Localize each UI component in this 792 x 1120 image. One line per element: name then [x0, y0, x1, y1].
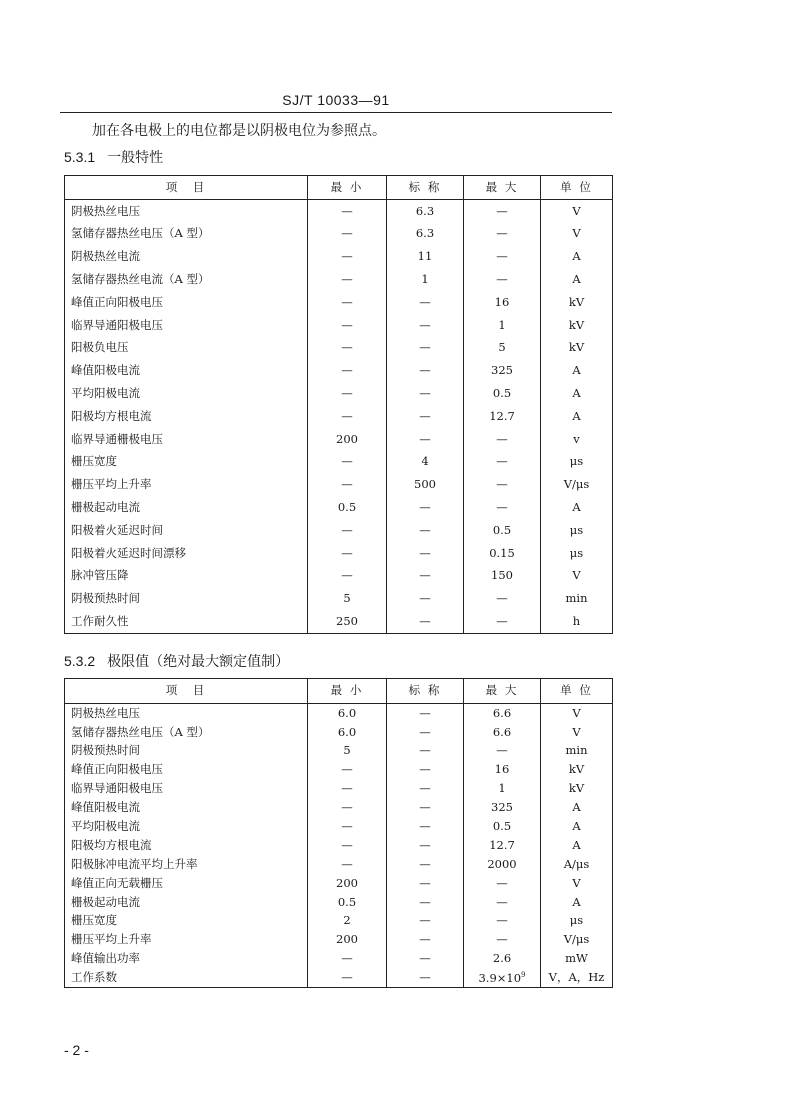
cell-max: 5 — [464, 337, 541, 360]
cell-max: 325 — [464, 798, 541, 817]
section-number: 5.3.2 — [64, 653, 96, 669]
cell-min: — — [308, 950, 387, 969]
cell-item: 阳极均方根电流 — [71, 837, 152, 852]
table-row — [65, 451, 613, 474]
cell-max: 0.5 — [464, 519, 541, 542]
general-characteristics-table — [64, 175, 613, 634]
cell-unit: V — [541, 723, 613, 742]
cell-unit: V — [541, 874, 613, 893]
cell-nom: — — [387, 836, 464, 855]
cell-min: — — [308, 761, 387, 780]
cell-nom: — — [387, 542, 464, 565]
cell-nom: — — [387, 519, 464, 542]
cell-max: 1 — [464, 780, 541, 799]
table-row — [65, 798, 613, 817]
table-row — [65, 950, 613, 969]
table-row — [65, 428, 613, 451]
cell-unit: A — [541, 268, 613, 291]
cell-nom: — — [387, 855, 464, 874]
cell-max: — — [464, 931, 541, 950]
cell-max: — — [464, 912, 541, 931]
cell-min: 5 — [308, 588, 387, 611]
cell-max: 0.5 — [464, 817, 541, 836]
cell-min: — — [308, 780, 387, 799]
table-row — [65, 588, 613, 611]
cell-nom: — — [387, 931, 464, 950]
cell-min: — — [308, 474, 387, 497]
cell-max: 325 — [464, 360, 541, 383]
table-row — [65, 382, 613, 405]
cell-unit: kV — [541, 337, 613, 360]
cell-nom: — — [387, 968, 464, 987]
cell-nom: — — [387, 610, 464, 633]
cell-nom: 1 — [387, 268, 464, 291]
cell-nom: 6.3 — [387, 223, 464, 246]
table-row — [65, 874, 613, 893]
cell-nom: — — [387, 950, 464, 969]
cell-min: — — [308, 405, 387, 428]
table-row — [65, 200, 613, 223]
table-header-row — [65, 679, 613, 704]
cell-max: — — [464, 893, 541, 912]
table-row — [65, 474, 613, 497]
cell-max: — — [464, 742, 541, 761]
cell-min: — — [308, 542, 387, 565]
cell-min: 2 — [308, 912, 387, 931]
cell-min: — — [308, 855, 387, 874]
cell-nom: — — [387, 742, 464, 761]
cell-min: 200 — [308, 428, 387, 451]
cell-min: — — [308, 451, 387, 474]
cell-max: — — [464, 474, 541, 497]
cell-item: 临界导通阳极电压 — [71, 781, 163, 796]
table-row — [65, 268, 613, 291]
cell-unit: A — [541, 836, 613, 855]
table-row — [65, 291, 613, 314]
cell-unit: A — [541, 496, 613, 519]
cell-item: 阴极热丝电流 — [71, 249, 140, 264]
section-5-3-1-heading — [64, 147, 163, 167]
cell-item: 临界导通阳极电压 — [71, 317, 163, 332]
cell-nom: — — [387, 428, 464, 451]
cell-min: 6.0 — [308, 704, 387, 723]
cell-max: 2.6 — [464, 950, 541, 969]
cell-item: 阳极着火延迟时间 — [71, 522, 163, 537]
table-row — [65, 742, 613, 761]
cell-unit: A — [541, 360, 613, 383]
cell-min: 5 — [308, 742, 387, 761]
table-row — [65, 405, 613, 428]
column-header: 最 小 — [308, 176, 387, 200]
cell-nom: — — [387, 382, 464, 405]
cell-item: 栅压平均上升率 — [71, 477, 152, 492]
cell-min: — — [308, 968, 387, 987]
column-header: 最 大 — [464, 679, 541, 704]
column-header: 标 称 — [387, 176, 464, 200]
cell-item: 阳极着火延迟时间漂移 — [71, 545, 186, 560]
cell-item: 栅压宽度 — [71, 913, 117, 928]
cell-min: 0.5 — [308, 893, 387, 912]
cell-unit: V，A，Hz — [541, 968, 613, 987]
section-number: 5.3.1 — [64, 149, 96, 165]
cell-item: 氢储存器热丝电压（A 型） — [71, 226, 210, 241]
cell-item: 峰值输出功率 — [71, 951, 140, 966]
cell-nom: — — [387, 337, 464, 360]
header-rule — [60, 112, 612, 113]
cell-unit: μs — [541, 451, 613, 474]
table-row — [65, 761, 613, 780]
cell-max: 150 — [464, 565, 541, 588]
cell-max-base: 3.9×10 — [478, 970, 522, 985]
cell-min: 200 — [308, 874, 387, 893]
intro-text: 加在各电极上的电位都是以阴极电位为参照点。 — [92, 123, 386, 139]
cell-unit: kV — [541, 780, 613, 799]
cell-max: — — [464, 496, 541, 519]
column-header: 项 目 — [65, 679, 308, 704]
table-row — [65, 780, 613, 799]
cell-max: 2000 — [464, 855, 541, 874]
cell-item: 栅极起动电流 — [71, 500, 140, 514]
cell-min: — — [308, 836, 387, 855]
cell-item: 脉冲管压降 — [71, 568, 129, 583]
cell-nom: — — [387, 291, 464, 314]
cell-unit: kV — [541, 761, 613, 780]
section-title: 一般特性 — [107, 150, 164, 166]
column-header: 单 位 — [541, 176, 613, 200]
cell-unit: kV — [541, 314, 613, 337]
cell-max: — — [464, 610, 541, 633]
cell-nom: — — [387, 588, 464, 611]
cell-item: 栅压宽度 — [71, 454, 117, 469]
column-header: 项 目 — [65, 176, 308, 200]
cell-max: — — [464, 874, 541, 893]
cell-unit: h — [541, 610, 613, 633]
table-row — [65, 723, 613, 742]
cell-min: 200 — [308, 931, 387, 950]
cell-max: — — [464, 588, 541, 611]
cell-max: — — [464, 428, 541, 451]
cell-unit: μs — [541, 519, 613, 542]
cell-unit: V/μs — [541, 931, 613, 950]
cell-min: — — [308, 268, 387, 291]
table-row — [65, 360, 613, 383]
cell-item: 阴极预热时间 — [71, 591, 140, 606]
cell-nom: — — [387, 798, 464, 817]
cell-nom: — — [387, 723, 464, 742]
cell-item: 阳极负电压 — [71, 340, 129, 355]
cell-unit: mW — [541, 950, 613, 969]
cell-nom: — — [387, 360, 464, 383]
column-header: 最 大 — [464, 176, 541, 200]
cell-unit: A — [541, 405, 613, 428]
cell-unit: v — [541, 428, 613, 451]
table-row — [65, 912, 613, 931]
cell-max: 6.6 — [464, 704, 541, 723]
cell-nom: — — [387, 780, 464, 799]
cell-max: 12.7 — [464, 836, 541, 855]
table-row — [65, 836, 613, 855]
cell-nom: — — [387, 565, 464, 588]
cell-item: 氢储存器热丝电压（A 型） — [71, 724, 210, 739]
cell-max: 1 — [464, 314, 541, 337]
cell-min: — — [308, 223, 387, 246]
cell-unit: min — [541, 742, 613, 761]
table-row — [65, 704, 613, 723]
cell-item: 平均阳极电流 — [71, 819, 140, 834]
cell-item: 峰值阳极电流 — [71, 800, 140, 815]
table-row — [65, 817, 613, 836]
cell-item: 氢储存器热丝电流（A 型） — [71, 272, 210, 287]
cell-min: — — [308, 519, 387, 542]
cell-max: — — [464, 451, 541, 474]
cell-max: 16 — [464, 291, 541, 314]
doc-code-header: SJ/T 10033—91 — [282, 92, 390, 108]
cell-unit: V — [541, 223, 613, 246]
cell-unit: kV — [541, 291, 613, 314]
cell-unit: A — [541, 382, 613, 405]
column-header: 单 位 — [541, 679, 613, 704]
cell-item: 临界导通栅极电压 — [71, 431, 163, 446]
cell-item: 阳极脉冲电流平均上升率 — [71, 856, 198, 871]
cell-min: — — [308, 382, 387, 405]
cell-unit: A — [541, 817, 613, 836]
cell-max: — — [464, 223, 541, 246]
table-row — [65, 855, 613, 874]
cell-max — [464, 968, 541, 987]
cell-min: — — [308, 817, 387, 836]
cell-item: 阳极均方根电流 — [71, 408, 152, 423]
cell-unit: V — [541, 704, 613, 723]
cell-min: 0.5 — [308, 496, 387, 519]
table-header-row — [65, 176, 613, 200]
table-row — [65, 314, 613, 337]
table-row — [65, 519, 613, 542]
page-number: - 2 - — [64, 1042, 89, 1058]
cell-nom: — — [387, 912, 464, 931]
cell-item: 栅压平均上升率 — [71, 932, 152, 947]
cell-nom: — — [387, 761, 464, 780]
cell-unit: A — [541, 893, 613, 912]
cell-nom: 6.3 — [387, 200, 464, 223]
cell-min: — — [308, 246, 387, 269]
cell-unit: μs — [541, 912, 613, 931]
cell-item: 栅极起动电流 — [71, 894, 140, 909]
cell-unit: A — [541, 798, 613, 817]
cell-item: 平均阳极电流 — [71, 386, 140, 401]
cell-max: — — [464, 246, 541, 269]
cell-item: 工作系数 — [71, 970, 117, 985]
limiting-values-table — [64, 678, 613, 988]
cell-min: — — [308, 798, 387, 817]
cell-max-exponent: 9 — [521, 970, 526, 979]
cell-min: — — [308, 314, 387, 337]
cell-item: 阴极热丝电压 — [71, 203, 140, 218]
cell-nom: 11 — [387, 246, 464, 269]
section-5-3-2-heading — [64, 651, 289, 671]
cell-item: 峰值正向阳极电压 — [71, 294, 163, 309]
cell-max: 6.6 — [464, 723, 541, 742]
cell-max: 16 — [464, 761, 541, 780]
cell-item: 峰值阳极电流 — [71, 363, 140, 378]
cell-item: 阴极预热时间 — [71, 743, 140, 758]
cell-max: 12.7 — [464, 405, 541, 428]
cell-item: 峰值正向阳极电压 — [71, 762, 163, 777]
cell-item: 阴极热丝电压 — [71, 705, 140, 720]
cell-min: — — [308, 337, 387, 360]
table-row — [65, 337, 613, 360]
table-row — [65, 893, 613, 912]
table-row — [65, 246, 613, 269]
cell-min: — — [308, 360, 387, 383]
table-row — [65, 610, 613, 633]
cell-item: 峰值正向无载栅压 — [71, 875, 163, 890]
cell-unit: V — [541, 565, 613, 588]
cell-nom: 500 — [387, 474, 464, 497]
table-row — [65, 542, 613, 565]
cell-max: 0.5 — [464, 382, 541, 405]
cell-min: 6.0 — [308, 723, 387, 742]
table-row — [65, 968, 613, 987]
cell-unit: min — [541, 588, 613, 611]
cell-unit: A/μs — [541, 855, 613, 874]
cell-max: — — [464, 200, 541, 223]
table-row — [65, 931, 613, 950]
cell-unit: V/μs — [541, 474, 613, 497]
cell-nom: — — [387, 704, 464, 723]
cell-unit: A — [541, 246, 613, 269]
cell-max: — — [464, 268, 541, 291]
cell-max: 0.15 — [464, 542, 541, 565]
table-row — [65, 565, 613, 588]
cell-nom: — — [387, 817, 464, 836]
cell-min: — — [308, 200, 387, 223]
cell-nom: — — [387, 405, 464, 428]
table-row — [65, 223, 613, 246]
cell-min: — — [308, 565, 387, 588]
cell-nom: — — [387, 496, 464, 519]
cell-nom: — — [387, 893, 464, 912]
cell-unit: V — [541, 200, 613, 223]
cell-nom: — — [387, 314, 464, 337]
cell-nom: 4 — [387, 451, 464, 474]
section-title: 极限值（绝对最大额定值制） — [107, 654, 290, 670]
column-header: 最 小 — [308, 679, 387, 704]
column-header: 标 称 — [387, 679, 464, 704]
cell-min: — — [308, 291, 387, 314]
cell-min: 250 — [308, 610, 387, 633]
cell-item: 工作耐久性 — [71, 613, 129, 628]
cell-unit: μs — [541, 542, 613, 565]
cell-nom: — — [387, 874, 464, 893]
table-row — [65, 496, 613, 519]
